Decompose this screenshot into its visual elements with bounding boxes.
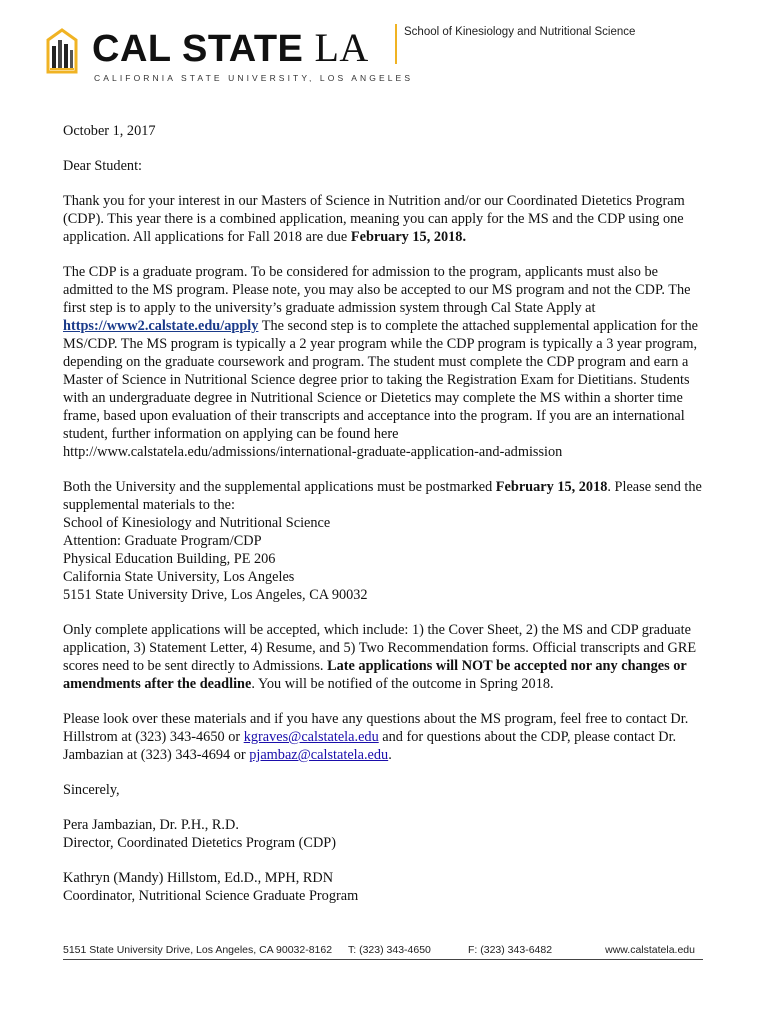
paragraph-postmark [63,478,703,514]
paragraph-requirements [63,621,703,693]
intro-deadline: February 15, 2018. [350,229,467,245]
paragraph-intro [63,192,703,246]
cal-state-apply-link[interactable]: https://www2.calstate.edu/apply [63,318,259,334]
hillstrom-email-link[interactable]: kgraves@calstatela.edu [243,729,379,745]
letter-body [63,122,703,905]
footer-telephone: T: (323) 343-4650 [348,944,431,956]
intro-text: Thank you for your interest in our Masters of Science in Nutrition and/or our Coordinated Dietetics Program (CDP). This year there is a combined application, meaning you can apply for the MS and the CDP using one application. All applications for Fall 2018 are due [63,193,685,245]
footer-fax: F: (323) 343-6482 [468,944,553,956]
closing: Sincerely, [63,782,120,798]
postmark-deadline: February 15, 2018 [495,479,608,495]
footer-divider [63,959,703,960]
jambazian-email-link[interactable]: pjambaz@calstatela.edu [249,747,389,763]
letter-date: October 1, 2017 [63,123,156,139]
paragraph-cdp [63,263,703,461]
late-application-warning: Late applications will NOT be accepted nor any changes or amendments after the deadline [63,658,687,692]
address-line: Physical Education Building, PE 206 [63,551,276,567]
requirements-text-2: . You will be notified of the outcome in Spring 2018. [251,676,554,692]
signature-hillstom [63,869,703,905]
mailing-address [63,514,703,604]
footer-address: 5151 State University Drive, Los Angeles, CA 90032-8162 [63,944,333,956]
postmark-text-1: Both the University and the supplemental applications must be postmarked [63,479,496,495]
signer-title: Coordinator, Nutritional Science Graduate Program [63,888,359,904]
address-line: 5151 State University Drive, Los Angeles, CA 90032 [63,587,368,603]
letter-salutation: Dear Student: [63,158,143,174]
address-line: Attention: Graduate Program/CDP [63,533,262,549]
paragraph-contact [63,710,703,764]
cdp-text-1: The CDP is a graduate program. To be considered for admission to the program, applicants must also be admitted to the MS program. Please note, you may also be accepted to our MS program and not the CDP. The first step is to apply to the university’s graduate admission system through Cal State Apply at [63,264,691,316]
cdp-text-2: The second step is to complete the attached supplemental application for the MS/CDP. The MS program is typically a 2 year program while the CDP program is typically a 3 year program, depending on the graduate coursework and program. The student must complete the CDP program and earn a Master of Science in Nutritional Science degree prior to taking the Registration Exam for Dietitians. Students with an undergraduate degree in Nutritional Science or Dietetics may complete the MS within a shorter time frame, based upon evaluation of their transcripts and acceptance into the program. If you are an international student, further information on applying can be found here [63,318,699,442]
international-admission-url: http://www.calstatela.edu/admissions/international-graduate-application-and-admission [63,444,563,460]
logo-la-text: LA [314,25,369,70]
logo-subtitle: CALIFORNIA STATE UNIVERSITY, LOS ANGELES [94,73,414,83]
postmark-text-2: . Please send the supplemental materials to the: [63,479,702,513]
signer-title: Director, Coordinated Dietetics Program (CDP) [63,835,336,851]
signer-name: Pera Jambazian, Dr. P.H., R.D. [63,817,239,833]
requirements-text-1: Only complete applications will be accepted, which include: 1) the Cover Sheet, 2) the MS and CDP graduate application, 3) Statement Letter, 4) Resume, and 5) Two Recommendation forms. Official transcripts and GRE scores need to be sent directly to Admissions. [63,622,697,674]
contact-text-1: Please look over these materials and if you have any questions about the MS program, feel free to contact Dr. Hillstrom at (323) 343-4650 or [63,711,689,745]
address-line: California State University, Los Angeles [63,569,295,585]
contact-text-2: and for questions about the CDP, please contact Dr. Jambazian at (323) 343-4694 or [63,729,677,763]
department-name: School of Kinesiology and Nutritional Science [404,26,636,38]
logo-wordmark [92,25,369,70]
university-logo [42,22,414,92]
signature-jambazian [63,816,703,852]
logo-main-text: CAL STATE [92,28,304,70]
university-seal-icon [42,26,82,76]
address-line: School of Kinesiology and Nutritional Science [63,515,331,531]
header-divider [395,24,397,64]
signer-name: Kathryn (Mandy) Hillstom, Ed.D., MPH, RDN [63,870,334,886]
contact-text-3: . [388,747,392,763]
footer-website: www.calstatela.edu [605,944,695,956]
